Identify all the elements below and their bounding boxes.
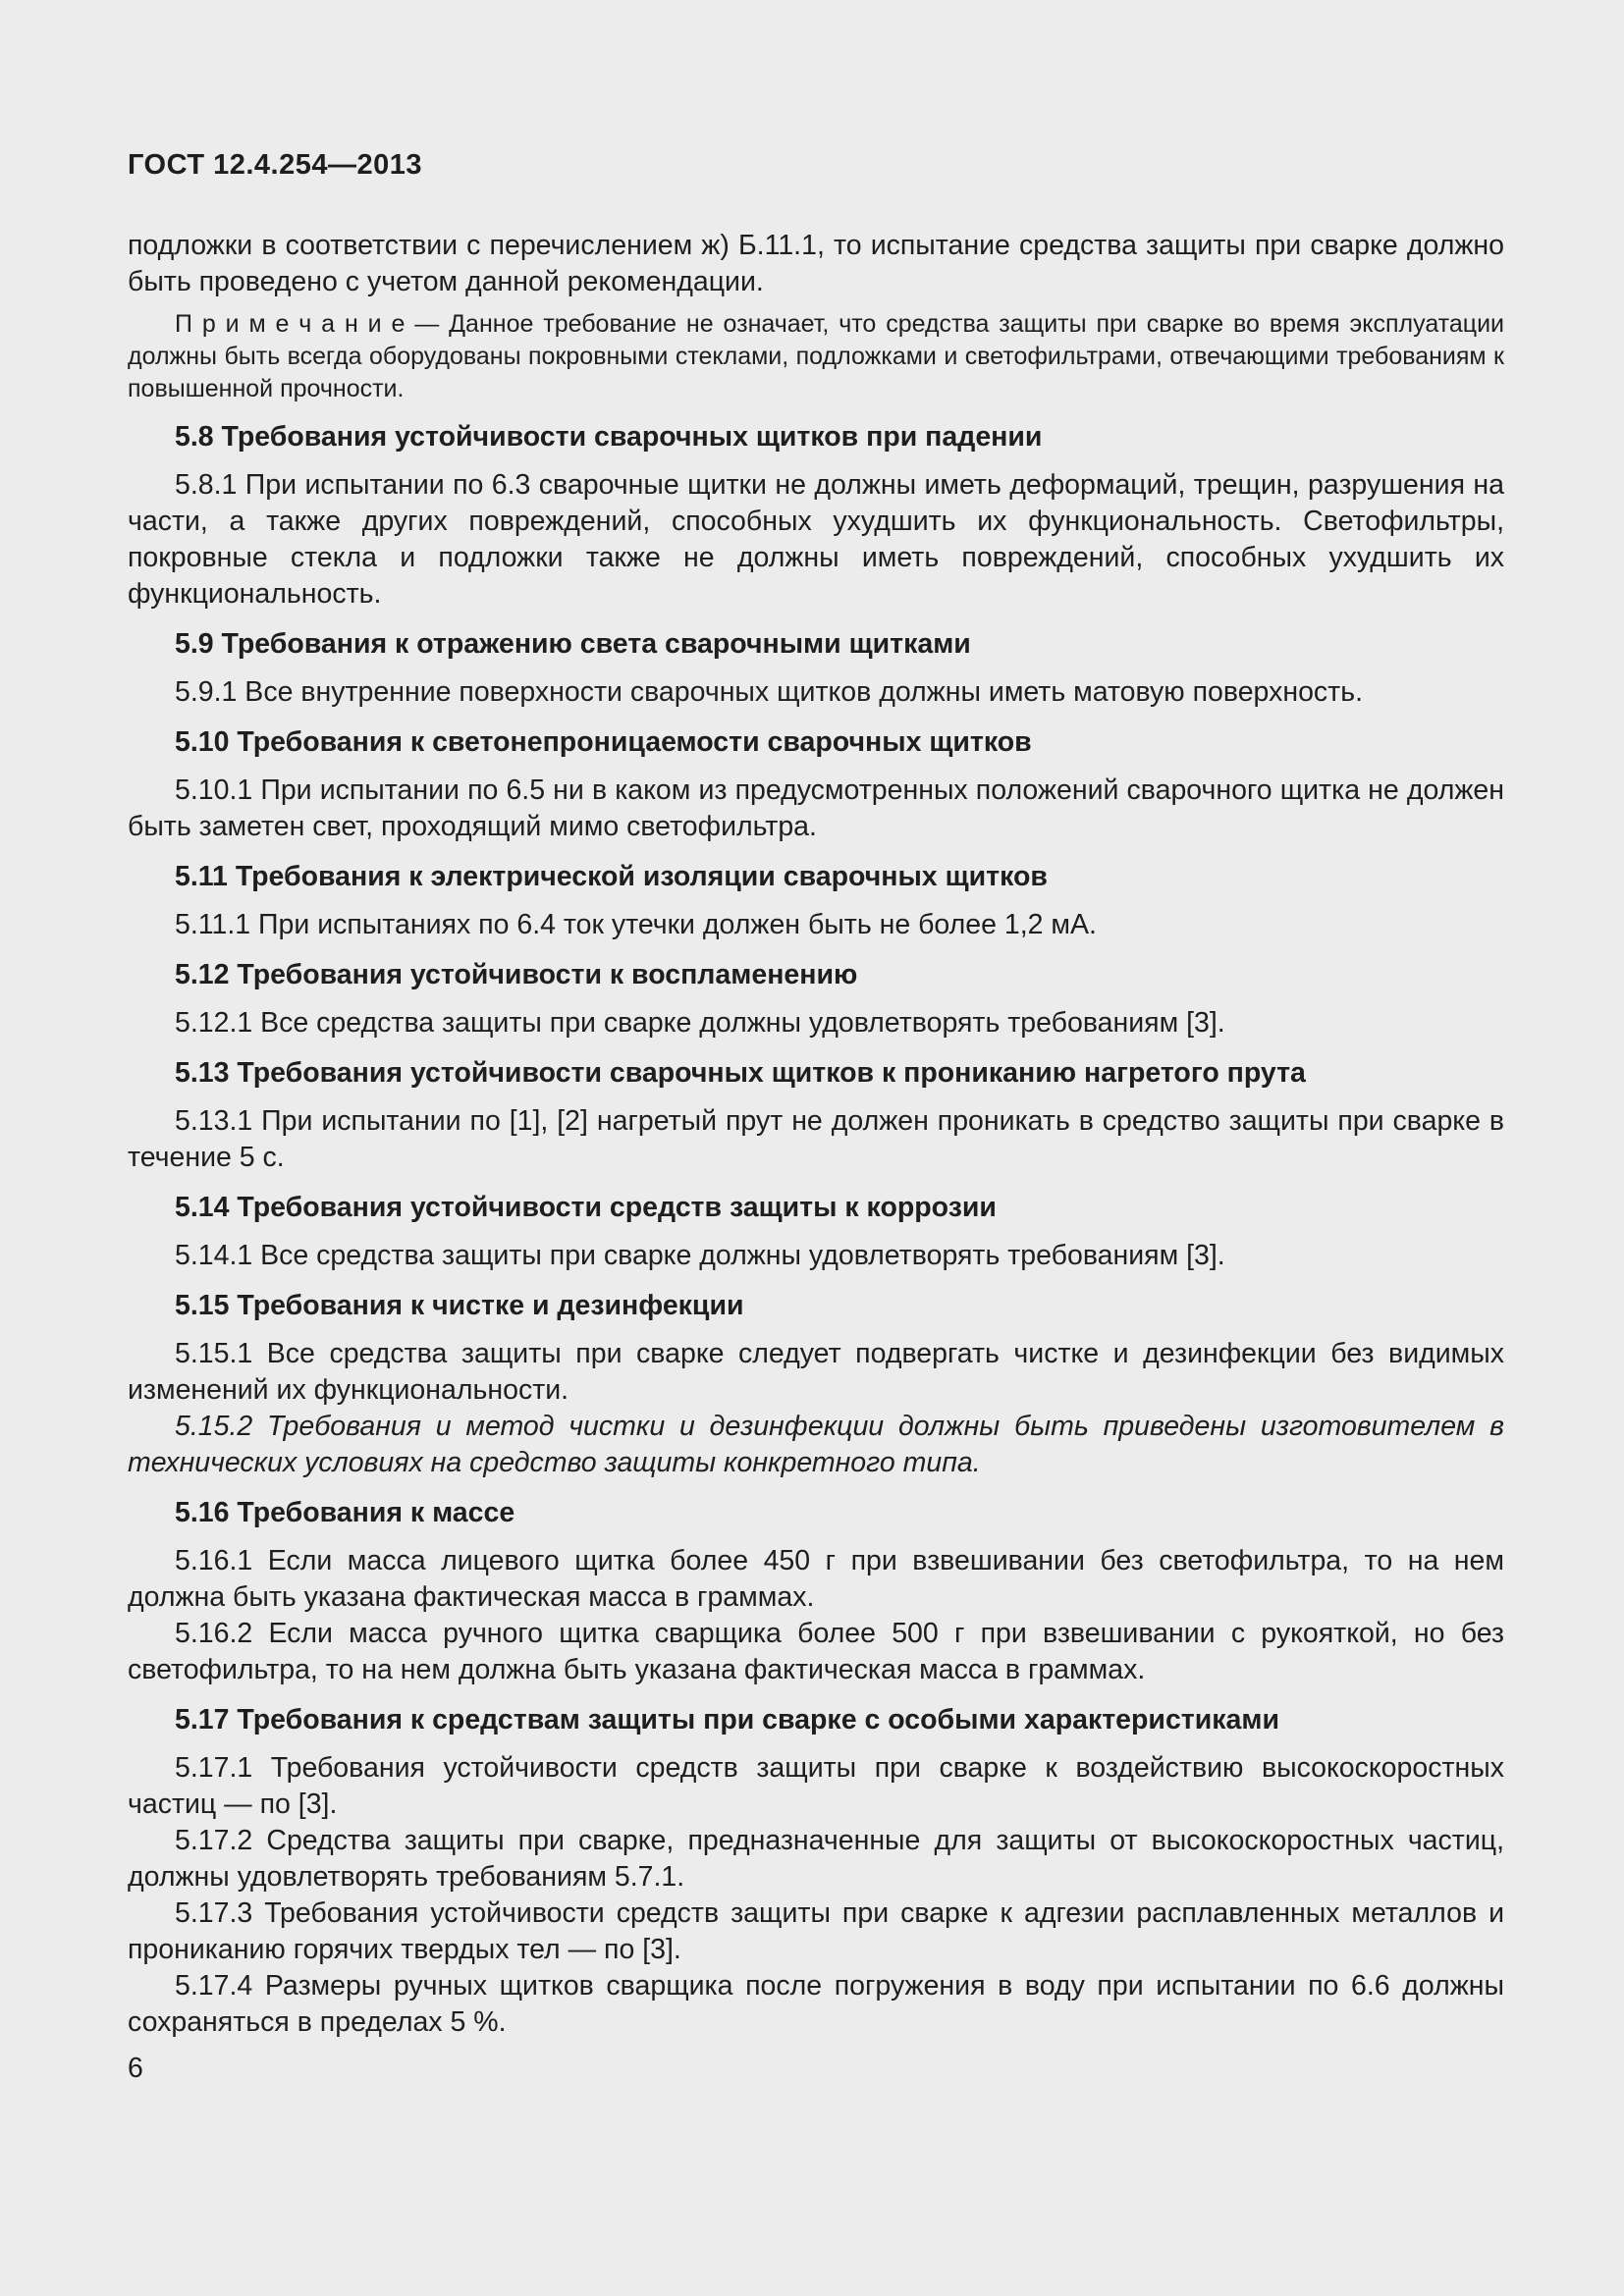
para-5-16-2: 5.16.2 Если масса ручного щитка сварщика более 500 г при взвешивании с рукояткой, но без светофильтра, то на нем должна быть указана фактическая масса в граммах.: [128, 1618, 1504, 1685]
para-5-13-1: 5.13.1 При испытании по [1], [2] нагретый прут не должен проникать в средство защиты при сварке в течение 5 с.: [128, 1105, 1504, 1173]
para-5-8-1: 5.8.1 При испытании по 6.3 сварочные щитки не должны иметь деформаций, трещин, разрушения на части, а также других повреждений, способных ухудшить их функциональность. Светофильтры, покровные стекла и подложки также не должны иметь повреждений, способных ухудшить их функциональность.: [128, 469, 1504, 610]
para-5-11-1: 5.11.1 При испытаниях по 6.4 ток утечки должен быть не более 1,2 мА.: [175, 909, 1097, 940]
heading-5-17: 5.17 Требования к средствам защиты при сварке с особыми характеристиками: [175, 1704, 1279, 1735]
para-5-12-1: 5.12.1 Все средства защиты при сварке должны удовлетворять требованиям [3].: [175, 1007, 1225, 1039]
heading-5-14: 5.14 Требования устойчивости средств защиты к коррозии: [175, 1192, 997, 1223]
para-5-16-1: 5.16.1 Если масса лицевого щитка более 450 г при взвешивании без светофильтра, то на нем должна быть указана фактическая масса в граммах.: [128, 1545, 1504, 1613]
para-5-14-1: 5.14.1 Все средства защиты при сварке должны удовлетворять требованиям [3].: [175, 1240, 1225, 1271]
heading-5-13: 5.13 Требования устойчивости сварочных щитков к прониканию нагретого прута: [175, 1057, 1306, 1089]
document-body: [128, 228, 1504, 2041]
para-5-17-3: 5.17.3 Требования устойчивости средств защиты при сварке к адгезии расплавленных металлов и прониканию горячих твердых тел — по [3].: [128, 1897, 1504, 1965]
heading-5-8: 5.8 Требования устойчивости сварочных щитков при падении: [175, 421, 1043, 453]
heading-5-15: 5.15 Требования к чистке и дезинфекции: [175, 1290, 744, 1321]
para-5-9-1: 5.9.1 Все внутренние поверхности сварочных щитков должны иметь матовую поверхность.: [175, 676, 1363, 708]
heading-5-16: 5.16 Требования к массе: [175, 1497, 515, 1528]
note-block: П р и м е ч а н и е — Данное требование не означает, что средства защиты при сварке во время эксплуатации должны быть всегда оборудованы покровными стеклами, подложками и светофильтрами, отвечающими требованиям к повышенной прочности.: [128, 310, 1504, 402]
para-5-17-4: 5.17.4 Размеры ручных щитков сварщика после погружения в воду при испытании по 6.6 должны сохраняться в пределах 5 %.: [128, 1970, 1504, 2038]
heading-5-11: 5.11 Требования к электрической изоляции сварочных щитков: [175, 861, 1048, 892]
para-continuation: подложки в соответствии с перечислением ж) Б.11.1, то испытание средства защиты при сварке должно быть проведено с учетом данной рекомендации.: [128, 230, 1504, 297]
para-5-15-1: 5.15.1 Все средства защиты при сварке следует подвергать чистке и дезинфекции без видимых изменений их функциональности.: [128, 1338, 1504, 1406]
para-5-15-2: 5.15.2 Требования и метод чистки и дезинфекции должны быть приведены изготовителем в технических условиях на средство защиты конкретного типа.: [128, 1411, 1504, 1478]
para-5-17-2: 5.17.2 Средства защиты при сварке, предназначенные для защиты от высокоскоростных частиц, должны удовлетворять требованиям 5.7.1.: [128, 1825, 1504, 1893]
heading-5-9: 5.9 Требования к отражению света сварочными щитками: [175, 628, 971, 660]
document-title: ГОСТ 12.4.254—2013: [128, 149, 423, 181]
para-5-10-1: 5.10.1 При испытании по 6.5 ни в каком из предусмотренных положений сварочного щитка не должен быть заметен свет, проходящий мимо светофильтра.: [128, 774, 1504, 842]
page-number: 6: [128, 2053, 143, 2084]
heading-5-12: 5.12 Требования устойчивости к воспламенению: [175, 959, 858, 990]
heading-5-10: 5.10 Требования к светонепроницаемости сварочных щитков: [175, 726, 1032, 758]
para-5-17-1: 5.17.1 Требования устойчивости средств защиты при сварке к воздействию высокоскоростных частиц — по [3].: [128, 1752, 1504, 1820]
